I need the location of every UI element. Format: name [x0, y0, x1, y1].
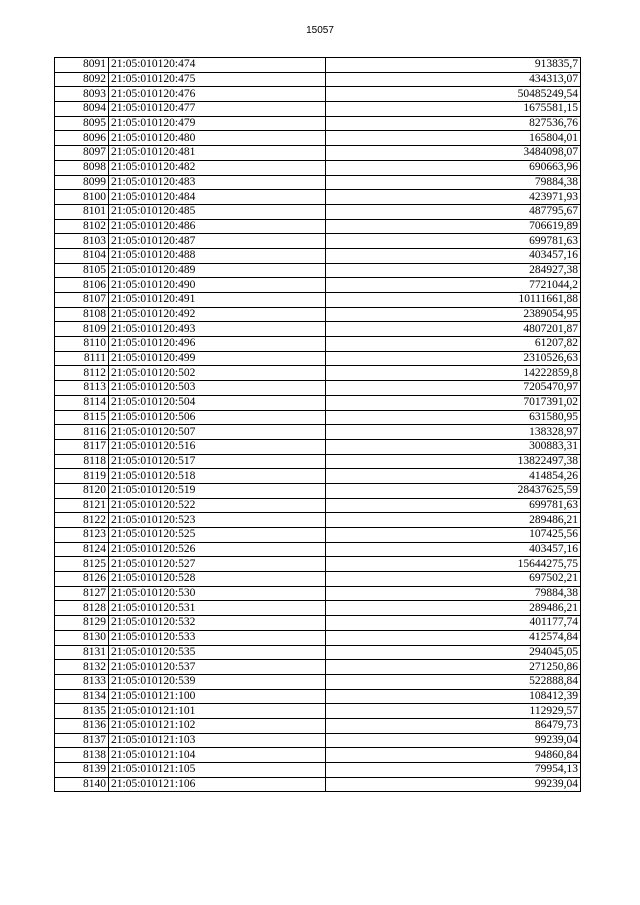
cadastral-number-cell: 21:05:010120:506	[109, 410, 326, 425]
row-number-cell: 8100	[55, 190, 109, 205]
row-number-cell: 8108	[55, 307, 109, 322]
cadastral-value-cell: 690663,96	[326, 160, 581, 175]
cadastral-value-cell: 403457,16	[326, 542, 581, 557]
row-number-cell: 8120	[55, 483, 109, 498]
cadastral-value-cell: 697502,21	[326, 572, 581, 587]
cadastral-number-cell: 21:05:010120:481	[109, 146, 326, 161]
cadastral-value-cell: 487795,67	[326, 204, 581, 219]
cadastral-value-cell: 284927,38	[326, 263, 581, 278]
cadastral-number-cell: 21:05:010120:484	[109, 190, 326, 205]
row-number-cell: 8104	[55, 248, 109, 263]
cadastral-value-cell: 7205470,97	[326, 381, 581, 396]
cadastral-value-cell: 699781,63	[326, 498, 581, 513]
cadastral-value-cell: 522888,84	[326, 674, 581, 689]
table-row	[55, 395, 581, 410]
cadastral-value-cell: 7721044,2	[326, 278, 581, 293]
table-row	[55, 146, 581, 161]
row-number-cell: 8102	[55, 219, 109, 234]
row-number-cell: 8134	[55, 689, 109, 704]
cadastral-number-cell: 21:05:010120:493	[109, 322, 326, 337]
cadastral-number-cell: 21:05:010120:517	[109, 454, 326, 469]
row-number-cell: 8138	[55, 748, 109, 763]
table-row	[55, 513, 581, 528]
cadastral-value-cell: 50485249,54	[326, 87, 581, 102]
cadastral-number-cell: 21:05:010120:528	[109, 572, 326, 587]
row-number-cell: 8124	[55, 542, 109, 557]
cadastral-number-cell: 21:05:010121:103	[109, 733, 326, 748]
table-body	[55, 58, 581, 792]
cadastral-value-cell: 99239,04	[326, 733, 581, 748]
cadastral-value-cell: 289486,21	[326, 513, 581, 528]
row-number-cell: 8126	[55, 572, 109, 587]
table-row	[55, 660, 581, 675]
table-row	[55, 557, 581, 572]
table-row	[55, 219, 581, 234]
row-number-cell: 8116	[55, 425, 109, 440]
table-row	[55, 102, 581, 117]
row-number-cell: 8112	[55, 366, 109, 381]
row-number-cell: 8129	[55, 616, 109, 631]
cadastral-number-cell: 21:05:010120:537	[109, 660, 326, 675]
row-number-cell: 8114	[55, 395, 109, 410]
cadastral-value-cell: 412574,84	[326, 630, 581, 645]
cadastral-value-cell: 86479,73	[326, 718, 581, 733]
row-number-cell: 8130	[55, 630, 109, 645]
row-number-cell: 8111	[55, 351, 109, 366]
cadastral-number-cell: 21:05:010120:491	[109, 293, 326, 308]
cadastral-value-cell: 706619,89	[326, 219, 581, 234]
row-number-cell: 8140	[55, 777, 109, 792]
cadastral-value-cell: 28437625,59	[326, 483, 581, 498]
cadastral-value-cell: 79884,38	[326, 175, 581, 190]
cadastral-value-cell: 1675581,15	[326, 102, 581, 117]
row-number-cell: 8109	[55, 322, 109, 337]
row-number-cell: 8099	[55, 175, 109, 190]
cadastral-number-cell: 21:05:010120:539	[109, 674, 326, 689]
cadastral-number-cell: 21:05:010121:100	[109, 689, 326, 704]
cadastral-number-cell: 21:05:010120:480	[109, 131, 326, 146]
row-number-cell: 8136	[55, 718, 109, 733]
cadastral-number-cell: 21:05:010120:523	[109, 513, 326, 528]
cadastral-value-cell: 7017391,02	[326, 395, 581, 410]
table-row	[55, 351, 581, 366]
table-row	[55, 337, 581, 352]
row-number-cell: 8094	[55, 102, 109, 117]
cadastral-number-cell: 21:05:010121:106	[109, 777, 326, 792]
cadastral-number-cell: 21:05:010120:476	[109, 87, 326, 102]
cadastral-number-cell: 21:05:010120:486	[109, 219, 326, 234]
row-number-cell: 8125	[55, 557, 109, 572]
row-number-cell: 8098	[55, 160, 109, 175]
cadastral-value-cell: 14222859,8	[326, 366, 581, 381]
cadastral-value-cell: 401177,74	[326, 616, 581, 631]
cadastral-number-cell: 21:05:010120:479	[109, 116, 326, 131]
row-number-cell: 8110	[55, 337, 109, 352]
cadastral-value-cell: 165804,01	[326, 131, 581, 146]
registry-table	[54, 57, 581, 792]
cadastral-number-cell: 21:05:010120:527	[109, 557, 326, 572]
table-row	[55, 439, 581, 454]
table-row	[55, 425, 581, 440]
row-number-cell: 8092	[55, 72, 109, 87]
cadastral-value-cell: 94860,84	[326, 748, 581, 763]
table-row	[55, 586, 581, 601]
row-number-cell: 8119	[55, 469, 109, 484]
cadastral-value-cell: 294045,05	[326, 645, 581, 660]
row-number-cell: 8128	[55, 601, 109, 616]
row-number-cell: 8113	[55, 381, 109, 396]
row-number-cell: 8122	[55, 513, 109, 528]
row-number-cell: 8121	[55, 498, 109, 513]
table-row	[55, 454, 581, 469]
cadastral-value-cell: 403457,16	[326, 248, 581, 263]
cadastral-value-cell: 107425,56	[326, 528, 581, 543]
cadastral-number-cell: 21:05:010120:482	[109, 160, 326, 175]
cadastral-number-cell: 21:05:010121:104	[109, 748, 326, 763]
table-row	[55, 542, 581, 557]
cadastral-value-cell: 138328,97	[326, 425, 581, 440]
table-row	[55, 528, 581, 543]
row-number-cell: 8093	[55, 87, 109, 102]
table-row	[55, 777, 581, 792]
table-row	[55, 87, 581, 102]
cadastral-value-cell: 10111661,88	[326, 293, 581, 308]
cadastral-value-cell: 434313,07	[326, 72, 581, 87]
cadastral-value-cell: 15644275,75	[326, 557, 581, 572]
cadastral-value-cell: 13822497,38	[326, 454, 581, 469]
cadastral-number-cell: 21:05:010120:533	[109, 630, 326, 645]
cadastral-number-cell: 21:05:010120:485	[109, 204, 326, 219]
table-row	[55, 674, 581, 689]
cadastral-number-cell: 21:05:010120:504	[109, 395, 326, 410]
cadastral-number-cell: 21:05:010120:492	[109, 307, 326, 322]
row-number-cell: 8091	[55, 58, 109, 73]
table-row	[55, 278, 581, 293]
cadastral-value-cell: 3484098,07	[326, 146, 581, 161]
cadastral-value-cell: 271250,86	[326, 660, 581, 675]
table-row	[55, 469, 581, 484]
cadastral-number-cell: 21:05:010120:526	[109, 542, 326, 557]
table-row	[55, 58, 581, 73]
row-number-cell: 8131	[55, 645, 109, 660]
row-number-cell: 8106	[55, 278, 109, 293]
row-number-cell: 8107	[55, 293, 109, 308]
table-row	[55, 307, 581, 322]
cadastral-number-cell: 21:05:010120:507	[109, 425, 326, 440]
cadastral-value-cell: 423971,93	[326, 190, 581, 205]
table-row	[55, 498, 581, 513]
cadastral-number-cell: 21:05:010121:105	[109, 763, 326, 778]
row-number-cell: 8135	[55, 704, 109, 719]
row-number-cell: 8117	[55, 439, 109, 454]
cadastral-number-cell: 21:05:010120:488	[109, 248, 326, 263]
cadastral-value-cell: 300883,31	[326, 439, 581, 454]
table-row	[55, 322, 581, 337]
table-row	[55, 704, 581, 719]
table-row	[55, 733, 581, 748]
cadastral-value-cell: 289486,21	[326, 601, 581, 616]
cadastral-number-cell: 21:05:010120:477	[109, 102, 326, 117]
row-number-cell: 8095	[55, 116, 109, 131]
row-number-cell: 8096	[55, 131, 109, 146]
cadastral-value-cell: 112929,57	[326, 704, 581, 719]
cadastral-value-cell: 699781,63	[326, 234, 581, 249]
cadastral-number-cell: 21:05:010120:483	[109, 175, 326, 190]
table-row	[55, 131, 581, 146]
table-row	[55, 630, 581, 645]
cadastral-value-cell: 79954,13	[326, 763, 581, 778]
table-row	[55, 645, 581, 660]
cadastral-number-cell: 21:05:010120:532	[109, 616, 326, 631]
cadastral-number-cell: 21:05:010120:474	[109, 58, 326, 73]
table-row	[55, 204, 581, 219]
cadastral-number-cell: 21:05:010121:102	[109, 718, 326, 733]
table-row	[55, 190, 581, 205]
cadastral-value-cell: 61207,82	[326, 337, 581, 352]
cadastral-number-cell: 21:05:010120:535	[109, 645, 326, 660]
cadastral-number-cell: 21:05:010120:496	[109, 337, 326, 352]
cadastral-number-cell: 21:05:010120:502	[109, 366, 326, 381]
table-row	[55, 160, 581, 175]
cadastral-number-cell: 21:05:010121:101	[109, 704, 326, 719]
table-row	[55, 601, 581, 616]
cadastral-number-cell: 21:05:010120:487	[109, 234, 326, 249]
table-row	[55, 483, 581, 498]
cadastral-number-cell: 21:05:010120:489	[109, 263, 326, 278]
table-row	[55, 116, 581, 131]
row-number-cell: 8103	[55, 234, 109, 249]
row-number-cell: 8101	[55, 204, 109, 219]
cadastral-number-cell: 21:05:010120:516	[109, 439, 326, 454]
cadastral-number-cell: 21:05:010120:490	[109, 278, 326, 293]
row-number-cell: 8118	[55, 454, 109, 469]
table-row	[55, 72, 581, 87]
cadastral-value-cell: 2310526,63	[326, 351, 581, 366]
table-row	[55, 248, 581, 263]
row-number-cell: 8123	[55, 528, 109, 543]
cadastral-value-cell: 99239,04	[326, 777, 581, 792]
table-row	[55, 763, 581, 778]
row-number-cell: 8133	[55, 674, 109, 689]
cadastral-value-cell: 827536,76	[326, 116, 581, 131]
row-number-cell: 8097	[55, 146, 109, 161]
cadastral-value-cell: 414854,26	[326, 469, 581, 484]
cadastral-value-cell: 631580,95	[326, 410, 581, 425]
cadastral-number-cell: 21:05:010120:499	[109, 351, 326, 366]
cadastral-number-cell: 21:05:010120:519	[109, 483, 326, 498]
cadastral-number-cell: 21:05:010120:531	[109, 601, 326, 616]
row-number-cell: 8127	[55, 586, 109, 601]
cadastral-value-cell: 79884,38	[326, 586, 581, 601]
cadastral-number-cell: 21:05:010120:475	[109, 72, 326, 87]
table-row	[55, 234, 581, 249]
table-row	[55, 689, 581, 704]
row-number-cell: 8115	[55, 410, 109, 425]
cadastral-value-cell: 2389054,95	[326, 307, 581, 322]
table-row	[55, 366, 581, 381]
cadastral-number-cell: 21:05:010120:525	[109, 528, 326, 543]
cadastral-value-cell: 108412,39	[326, 689, 581, 704]
table-row	[55, 175, 581, 190]
cadastral-number-cell: 21:05:010120:530	[109, 586, 326, 601]
table-row	[55, 293, 581, 308]
table-row	[55, 748, 581, 763]
cadastral-value-cell: 913835,7	[326, 58, 581, 73]
table-row	[55, 381, 581, 396]
row-number-cell: 8139	[55, 763, 109, 778]
cadastral-number-cell: 21:05:010120:503	[109, 381, 326, 396]
row-number-cell: 8137	[55, 733, 109, 748]
table-row	[55, 572, 581, 587]
page-number: 15057	[306, 25, 334, 36]
row-number-cell: 8132	[55, 660, 109, 675]
cadastral-number-cell: 21:05:010120:522	[109, 498, 326, 513]
cadastral-value-cell: 4807201,87	[326, 322, 581, 337]
cadastral-number-cell: 21:05:010120:518	[109, 469, 326, 484]
table-row	[55, 718, 581, 733]
row-number-cell: 8105	[55, 263, 109, 278]
table-row	[55, 410, 581, 425]
table-row	[55, 616, 581, 631]
table-row	[55, 263, 581, 278]
